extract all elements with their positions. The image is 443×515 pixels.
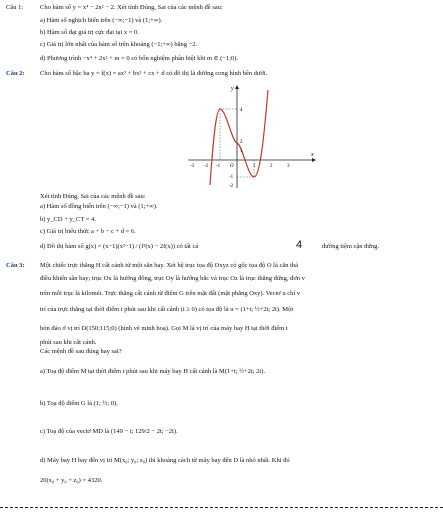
q1-label: Câu 1:: [6, 4, 24, 11]
q3-option-b: b) Toạ độ điểm G là (1; ½; 0).: [40, 400, 118, 407]
q2-option-b: b) y_CD + y_CT = 4.: [40, 216, 96, 223]
q3-paragraph-5: hòn đảo ở vị trí D(150;115;0) (hình vẽ minh hoạ). Gọi M là vị trí của máy bay H tại thời điểm t: [40, 325, 288, 332]
q1-stem: Cho hàm số y = x⁴ − 2x² − 2. Xét tính Đúng, Sai của các mệnh đề sau:: [40, 4, 223, 11]
q3-paragraph-2: điều khiển sân bay; trục Ox là hướng đông, trục Oy là hướng bắc và trục Oz là trục thẳng đứng, đơn v: [40, 275, 305, 282]
q2-intro: Xét tính Đúng, Sai của các mệnh đề sau:: [40, 193, 146, 200]
q2-stem: Cho hàm số bậc ba y = f(x) = ax³ + bx² + cx + d có đồ thị là đường cong hình bên dưới.: [40, 70, 268, 77]
q1-option-b: b) Hàm số đạt giá trị cực đại tại x = 0.: [40, 29, 139, 36]
q1-option-c: c) Giá trị lớn nhất của hàm số trên khoảng (−1;+∞) bằng −2.: [40, 41, 198, 48]
q2-option-c: c) Giá trị biểu thức a + b − c + d = 6.: [40, 228, 136, 235]
tick-x-minus2: -2: [204, 164, 209, 169]
tick-y-minus1: -1: [229, 175, 234, 180]
q2-option-d: d) Đồ thị hàm số g(x) = (x−1)(x²−1) / (f²(x) − 2f(x)) có tất cả: [40, 243, 199, 250]
tick-x-minus1: -1: [216, 164, 221, 169]
tick-x-3: 3: [287, 164, 290, 169]
q1-option-d: d) Phương trình −x⁴ + 2x² + m = 0 có bốn nghiệm phân biệt khi m ∈ (−1;0).: [40, 55, 239, 62]
x-axis-arrow: [312, 158, 316, 162]
q3-paragraph-6: phút sau khi cất cánh.: [40, 339, 97, 346]
y-axis-label: y: [231, 86, 234, 92]
tick-y-1: 1: [240, 149, 243, 154]
q3-option-d-line1: d) Máy bay H bay đến vị trí M(x₀; y₀; z₀) thì khoảng cách từ máy bay đến D là nhỏ nhất. Khi đó: [40, 457, 290, 464]
origin-label: O: [230, 164, 234, 169]
q3-paragraph-1: Một chiếc trực thăng H cất cánh từ một sân bay. Xét hệ trục tọa độ Oxyz có gốc tọa độ O là căn thả: [40, 262, 299, 269]
page-divider: [0, 507, 443, 508]
q3-paragraph-7: Các mệnh đề sau đúng hay sai?: [40, 348, 122, 355]
tick-x-minus3: -3: [190, 164, 195, 169]
cubic-graph: [180, 82, 320, 192]
tick-y-4: 4: [240, 108, 243, 113]
tick-x-2: 2: [270, 164, 273, 169]
q2-option-a: a) Hàm số đồng biến trên (−∞;−1) và (1;+∞).: [40, 203, 158, 210]
tick-x-1: 1: [253, 164, 256, 169]
q3-option-c: c) Toạ độ của vectơ MD là (149 − t; 129/2 − 2t; −2t).: [40, 428, 178, 435]
q3-paragraph-4: trí của trực thăng tại thời điểm t phút sau khi cất cánh (t ≥ 0) có tọa độ là u = (1+t; ½+2t; 2t). Một: [40, 306, 294, 313]
q3-option-a: a) Toạ độ điểm M tại thời điểm t phút sau khi máy bay H cất cánh là M(1+t; ½+2t; 2t).: [40, 368, 266, 375]
q3-label: Câu 3:: [6, 262, 25, 269]
y-axis-arrow: [235, 85, 239, 89]
q2-label: Câu 2:: [6, 70, 25, 77]
q3-option-d-line2: 20(x₀ + y₀ + z₀) = 4320.: [40, 477, 103, 484]
q2-answer-number: 4: [296, 239, 303, 251]
q3-paragraph-3: trên mỗi trục là kilomét. Trực thăng cất cánh từ điểm G trên mặt đất (mặt phẳng Oxy). Vectơ u chỉ v: [40, 290, 301, 297]
tick-y-2: 2: [240, 140, 243, 145]
q1-option-a: a) Hàm số nghịch biến trên (−∞;−1) và (1;+∞).: [40, 17, 163, 24]
q2-option-d-tail: đường tiệm cận đứng.: [322, 243, 380, 250]
cubic-curve: [210, 90, 268, 185]
tick-y-minus2: -2: [229, 184, 234, 189]
x-axis-label: x: [311, 152, 314, 158]
